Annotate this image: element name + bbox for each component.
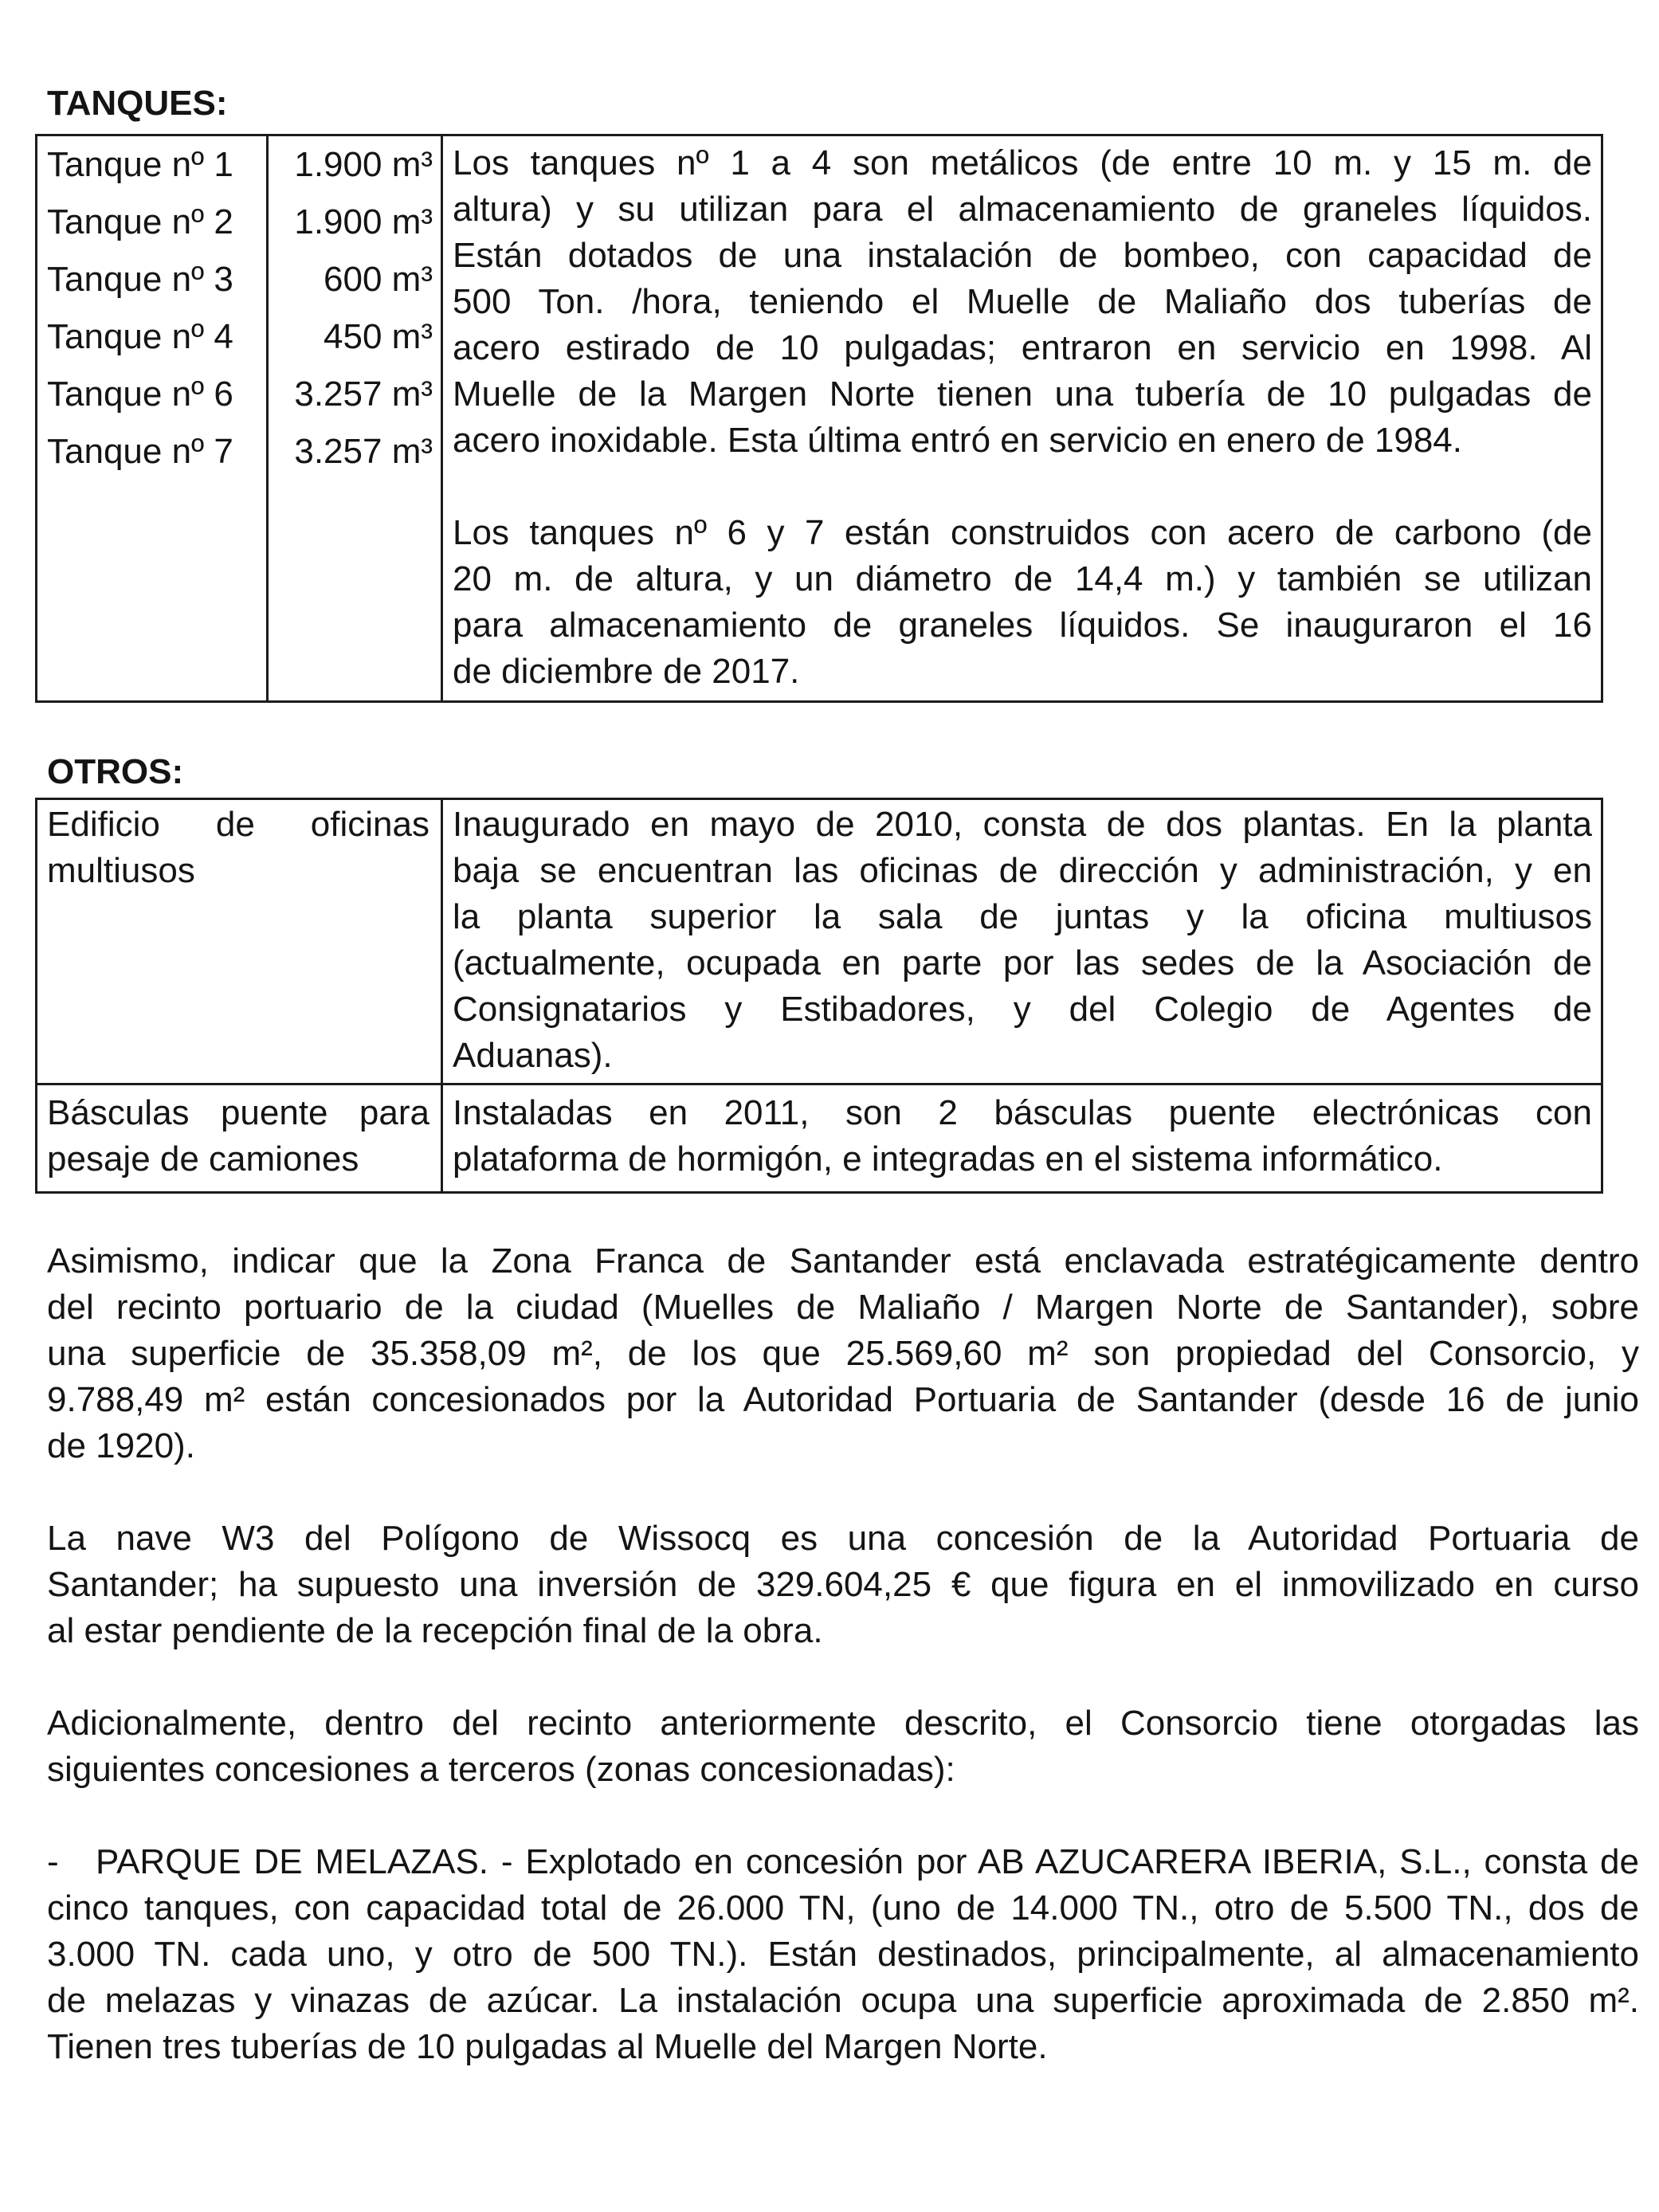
text-line: Los tanques nº 6 y 7 están construidos con acero de carbono (de	[453, 513, 1592, 552]
text-line: Adicionalmente, dentro del recinto anteriormente descrito, el Consorcio tiene otorgadas las	[47, 1704, 1639, 1743]
text-line: para almacenamiento de graneles líquidos. Se inauguraron el 16	[453, 606, 1592, 645]
text-line: Inaugurado en mayo de 2010, consta de dos plantas. En la planta	[453, 805, 1592, 844]
tank-capacity: 1.900 m³	[294, 202, 433, 241]
otros-heading: OTROS:	[47, 752, 184, 791]
facility-description-cell	[443, 1085, 1601, 1191]
tank-capacity: 450 m³	[324, 317, 433, 356]
text-line: Los tanques nº 1 a 4 son metálicos (de entre 10 m. y 15 m. de	[453, 143, 1592, 182]
text-line: multiusos	[47, 851, 195, 890]
tank-name: Tanque nº 4	[47, 317, 233, 356]
body-paragraph	[47, 1238, 1639, 1469]
tank-capacity: 1.900 m³	[294, 145, 433, 184]
tanks-description-paragraph	[453, 140, 1592, 464]
text-line: la planta superior la sala de juntas y la oficina multiusos	[453, 897, 1592, 936]
list-item-text: PARQUE DE MELAZAS. - Explotado en concesión por AB AZUCARERA IBERIA, S.L., consta de	[96, 1842, 1639, 1881]
text-line: acero inoxidable. Esta última entró en servicio en enero de 1984.	[453, 421, 1462, 460]
text-line: al estar pendiente de la recepción final de la obra.	[47, 1611, 823, 1650]
text-line: 3.000 TN. cada uno, y otro de 500 TN.). Están destinados, principalmente, al almacenamiento	[47, 1935, 1639, 1974]
text-line: de melazas y vinazas de azúcar. La instalación ocupa una superficie aproximada de 2.850 m².	[47, 1981, 1639, 2020]
text-line: (actualmente, ocupada en parte por las sedes de la Asociación de	[453, 943, 1592, 982]
tank-name: Tanque nº 6	[47, 375, 233, 414]
text-line: 500 Ton. /hora, teniendo el Muelle de Maliaño dos tuberías de	[453, 282, 1592, 321]
tank-capacity-column	[269, 136, 443, 700]
tank-capacity: 3.257 m³	[294, 432, 433, 471]
text-line: plataforma de hormigón, e integradas en el sistema informático.	[453, 1139, 1443, 1179]
text-line: Básculas puente para	[47, 1093, 429, 1132]
body-paragraph	[47, 1700, 1639, 1793]
text-line: de 1920).	[47, 1426, 195, 1465]
text-line: Muelle de la Margen Norte tienen una tubería de 10 pulgadas de	[453, 375, 1592, 414]
text-line: de diciembre de 2017.	[453, 652, 800, 691]
text-line: Edificio de oficinas	[47, 805, 429, 844]
otros-table	[35, 798, 1603, 1194]
facility-description-cell	[443, 800, 1601, 1083]
tanks-description-paragraph	[453, 510, 1592, 695]
text-line: Asimismo, indicar que la Zona Franca de Santander está enclavada estratégicamente dentro	[47, 1241, 1639, 1281]
text-line: altura) y su utilizan para el almacenamiento de graneles líquidos.	[453, 190, 1592, 229]
tank-name: Tanque nº 3	[47, 260, 233, 299]
tanques-heading: TANQUES:	[47, 84, 228, 123]
text-line: del recinto portuario de la ciudad (Muelles de Maliaño / Margen Norte de Santander), sobre	[47, 1288, 1639, 1327]
tank-name: Tanque nº 7	[47, 432, 233, 471]
otros-row	[37, 800, 1601, 1085]
text-line: acero estirado de 10 pulgadas; entraron en servicio en 1998. Al	[453, 328, 1592, 367]
text-line: pesaje de camiones	[47, 1139, 359, 1179]
text-line	[47, 1839, 1639, 1885]
text-line: Están dotados de una instalación de bombeo, con capacidad de	[453, 236, 1592, 275]
text-line: siguientes concesiones a terceros (zonas concesionadas):	[47, 1750, 955, 1789]
tank-name-column	[37, 136, 269, 700]
list-bullet: -	[47, 1842, 59, 1881]
body-text	[47, 1238, 1639, 2116]
text-line: La nave W3 del Polígono de Wissocq es una concesión de la Autoridad Portuaria de	[47, 1519, 1639, 1558]
concession-list-item	[47, 1839, 1639, 2070]
tank-capacity: 600 m³	[324, 260, 433, 299]
tanques-table	[35, 134, 1603, 703]
facility-name-cell	[37, 1085, 443, 1191]
text-line: cinco tanques, con capacidad total de 26.000 TN, (uno de 14.000 TN., otro de 5.500 TN., dos de	[47, 1888, 1639, 1928]
text-line: baja se encuentran las oficinas de dirección y administración, y en	[453, 851, 1592, 890]
text-line: 9.788,49 m² están concesionados por la Autoridad Portuaria de Santander (desde 16 de junio	[47, 1380, 1639, 1419]
text-line: Consignatarios y Estibadores, y del Colegio de Agentes de	[453, 990, 1592, 1029]
body-paragraph	[47, 1516, 1639, 1654]
text-line: Instaladas en 2011, son 2 básculas puente electrónicas con	[453, 1093, 1592, 1132]
tanks-description-cell	[443, 136, 1601, 700]
tank-name: Tanque nº 1	[47, 145, 233, 184]
text-line: una superficie de 35.358,09 m², de los que 25.569,60 m² son propiedad del Consorcio, y	[47, 1334, 1639, 1373]
facility-name-cell	[37, 800, 443, 1083]
tank-capacity: 3.257 m³	[294, 375, 433, 414]
otros-row	[37, 1085, 1601, 1191]
text-line: 20 m. de altura, y un diámetro de 14,4 m.) y también se utilizan	[453, 559, 1592, 598]
text-line: Tienen tres tuberías de 10 pulgadas al Muelle del Margen Norte.	[47, 2027, 1048, 2066]
tank-name: Tanque nº 2	[47, 202, 233, 241]
text-line: Aduanas).	[453, 1036, 613, 1075]
text-line: Santander; ha supuesto una inversión de 329.604,25 € que figura en el inmovilizado en curso	[47, 1565, 1639, 1604]
